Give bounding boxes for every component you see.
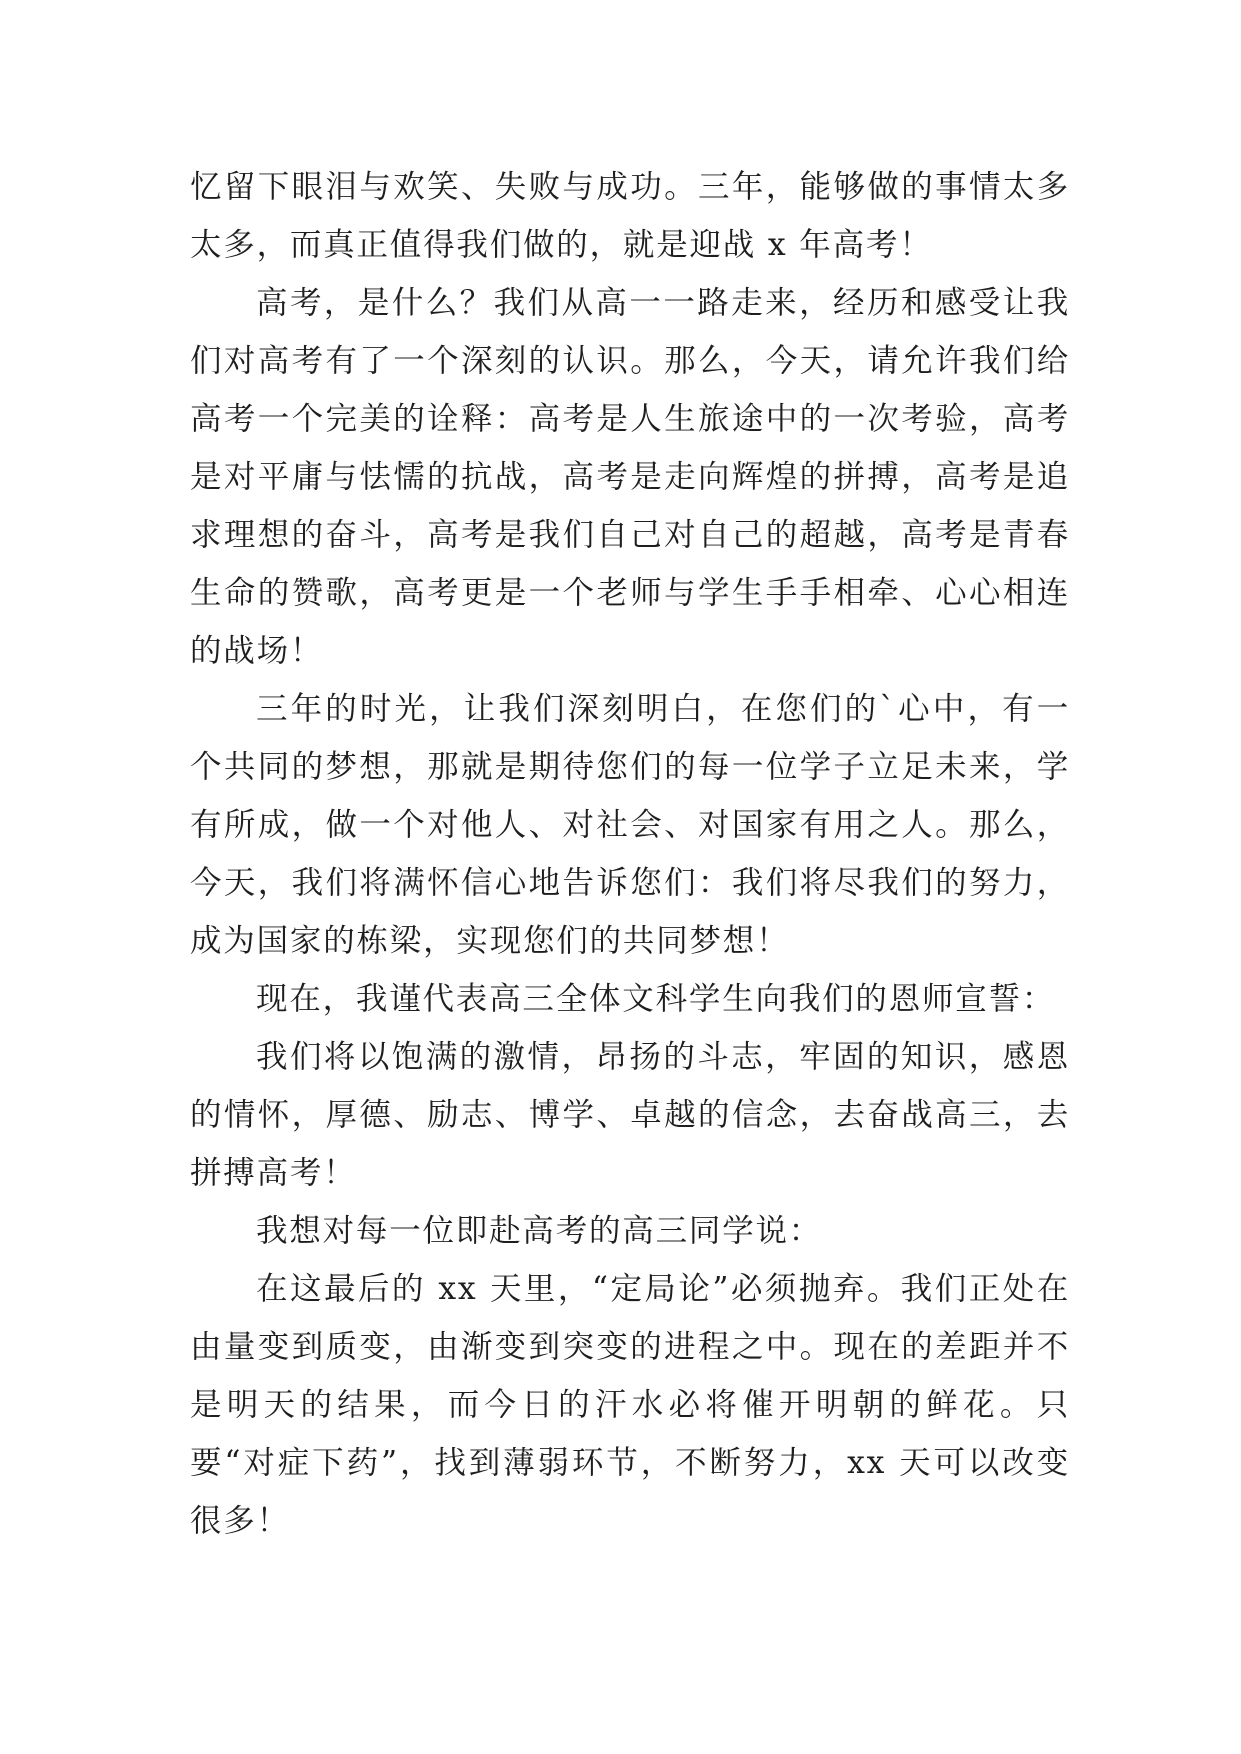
paragraph-5: 我们将以饱满的激情，昂扬的斗志，牢固的知识，感恩的情怀，厚德、励志、博学、卓越的信念，去奋战高三，去拼搏高考！	[190, 1039, 1070, 1191]
paragraph-7: 在这最后的 xx 天里，“定局论”必须抛弃。我们正处在由量变到质变，由渐变到突变的进程之中。现在的差距并不是明天的结果，而今日的汗水必将催开明朝的鲜花。只要“对症下药”，找到薄弱环节，不断努力，xx 天可以改变很多！	[190, 1271, 1070, 1539]
paragraph-4: 现在，我谨代表高三全体文科学生向我们的恩师宣誓：	[256, 981, 1056, 1017]
paragraph-6: 我想对每一位即赴高考的高三同学说：	[256, 1213, 823, 1249]
document-body	[190, 158, 1070, 1550]
paragraph-2: 高考，是什么？我们从高一一路走来，经历和感受让我们对高考有了一个深刻的认识。那么，今天，请允许我们给高考一个完美的诠释：高考是人生旅途中的一次考验，高考是对平庸与怯懦的抗战，高考是走向辉煌的拼搏，高考是追求理想的奋斗，高考是我们自己对自己的超越，高考是青春生命的赞歌，高考更是一个老师与学生手手相牵、心心相连的战场！	[190, 285, 1070, 669]
paragraph-1: 忆留下眼泪与欢笑、失败与成功。三年，能够做的事情太多太多，而真正值得我们做的，就是迎战 x 年高考！	[190, 169, 1070, 263]
paragraph-3: 三年的时光，让我们深刻明白，在您们的`心中，有一个共同的梦想，那就是期待您们的每一位学子立足未来，学有所成，做一个对他人、对社会、对国家有用之人。那么，今天，我们将满怀信心地告诉您们：我们将尽我们的努力，成为国家的栋梁，实现您们的共同梦想！	[190, 691, 1070, 959]
